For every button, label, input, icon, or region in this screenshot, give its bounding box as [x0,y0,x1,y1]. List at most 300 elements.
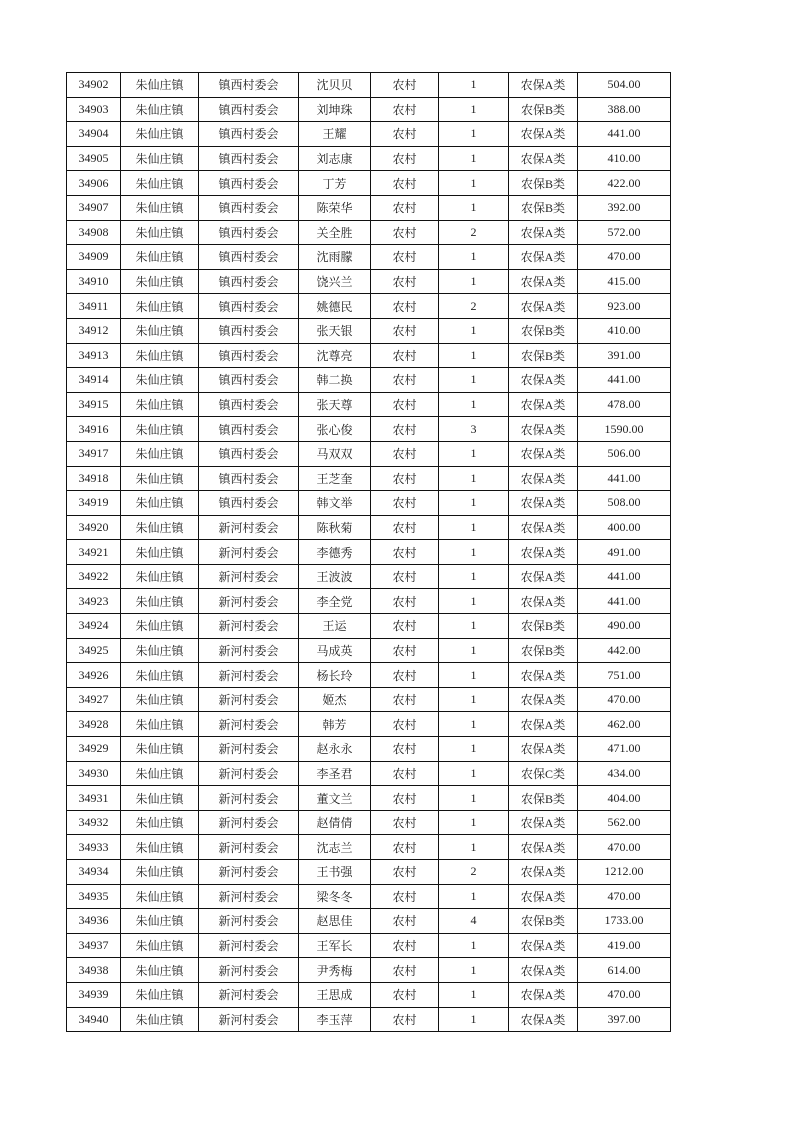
cell-household-size: 1 [439,638,509,663]
cell-name: 梁冬冬 [299,884,371,909]
cell-category: 农保A类 [509,737,578,762]
cell-category: 农保A类 [509,982,578,1007]
cell-village: 新河村委会 [199,860,299,885]
cell-area-type: 农村 [371,835,439,860]
cell-id: 34911 [67,294,121,319]
cell-amount: 470.00 [578,982,671,1007]
table-row [67,515,671,540]
cell-village: 新河村委会 [199,1007,299,1032]
cell-village: 新河村委会 [199,540,299,565]
cell-village: 镇西村委会 [199,466,299,491]
cell-area-type: 农村 [371,195,439,220]
cell-category: 农保A类 [509,73,578,98]
cell-area-type: 农村 [371,171,439,196]
cell-town: 朱仙庄镇 [121,589,199,614]
cell-household-size: 1 [439,195,509,220]
cell-id: 34915 [67,392,121,417]
table-row [67,712,671,737]
table-row [67,122,671,147]
cell-area-type: 农村 [371,638,439,663]
cell-village: 新河村委会 [199,810,299,835]
cell-village: 镇西村委会 [199,245,299,270]
table-row [67,638,671,663]
cell-town: 朱仙庄镇 [121,122,199,147]
cell-village: 镇西村委会 [199,220,299,245]
table-row [67,564,671,589]
cell-area-type: 农村 [371,466,439,491]
cell-household-size: 1 [439,712,509,737]
table-row [67,392,671,417]
cell-household-size: 1 [439,589,509,614]
table-row [67,1007,671,1032]
cell-household-size: 1 [439,491,509,516]
cell-name: 姚德民 [299,294,371,319]
table-row [67,933,671,958]
cell-amount: 441.00 [578,122,671,147]
cell-id: 34919 [67,491,121,516]
cell-category: 农保A类 [509,835,578,860]
cell-area-type: 农村 [371,515,439,540]
cell-name: 饶兴兰 [299,269,371,294]
cell-amount: 462.00 [578,712,671,737]
table-row [67,737,671,762]
cell-area-type: 农村 [371,97,439,122]
cell-id: 34914 [67,368,121,393]
cell-id: 34913 [67,343,121,368]
cell-household-size: 1 [439,368,509,393]
cell-amount: 400.00 [578,515,671,540]
table-row [67,982,671,1007]
cell-town: 朱仙庄镇 [121,712,199,737]
cell-amount: 504.00 [578,73,671,98]
cell-name: 李圣君 [299,761,371,786]
cell-amount: 397.00 [578,1007,671,1032]
cell-town: 朱仙庄镇 [121,614,199,639]
cell-id: 34910 [67,269,121,294]
cell-amount: 1590.00 [578,417,671,442]
cell-household-size: 1 [439,761,509,786]
cell-id: 34918 [67,466,121,491]
cell-amount: 751.00 [578,663,671,688]
cell-id: 34936 [67,909,121,934]
cell-id: 34938 [67,958,121,983]
cell-category: 农保A类 [509,589,578,614]
cell-id: 34920 [67,515,121,540]
cell-category: 农保B类 [509,195,578,220]
cell-name: 王书强 [299,860,371,885]
cell-amount: 470.00 [578,835,671,860]
cell-village: 新河村委会 [199,589,299,614]
cell-amount: 506.00 [578,441,671,466]
cell-household-size: 1 [439,540,509,565]
cell-amount: 572.00 [578,220,671,245]
cell-id: 34917 [67,441,121,466]
cell-village: 镇西村委会 [199,146,299,171]
table-row [67,687,671,712]
cell-amount: 470.00 [578,884,671,909]
cell-town: 朱仙庄镇 [121,1007,199,1032]
cell-name: 刘志康 [299,146,371,171]
cell-household-size: 1 [439,1007,509,1032]
cell-name: 王军长 [299,933,371,958]
cell-amount: 434.00 [578,761,671,786]
table-row [67,73,671,98]
cell-area-type: 农村 [371,269,439,294]
cell-household-size: 2 [439,220,509,245]
cell-town: 朱仙庄镇 [121,982,199,1007]
cell-area-type: 农村 [371,884,439,909]
cell-town: 朱仙庄镇 [121,810,199,835]
cell-id: 34933 [67,835,121,860]
cell-town: 朱仙庄镇 [121,343,199,368]
cell-household-size: 1 [439,245,509,270]
cell-category: 农保A类 [509,663,578,688]
table-row [67,614,671,639]
cell-household-size: 1 [439,392,509,417]
cell-category: 农保A类 [509,958,578,983]
cell-category: 农保A类 [509,712,578,737]
cell-name: 沈贝贝 [299,73,371,98]
cell-village: 新河村委会 [199,638,299,663]
cell-name: 张天银 [299,318,371,343]
cell-id: 34935 [67,884,121,909]
table-row [67,540,671,565]
table-row [67,958,671,983]
cell-household-size: 2 [439,294,509,319]
cell-town: 朱仙庄镇 [121,171,199,196]
cell-household-size: 1 [439,958,509,983]
cell-name: 赵倩倩 [299,810,371,835]
table-row [67,343,671,368]
cell-area-type: 农村 [371,392,439,417]
cell-area-type: 农村 [371,318,439,343]
cell-name: 张心俊 [299,417,371,442]
cell-amount: 422.00 [578,171,671,196]
cell-id: 34929 [67,737,121,762]
table-row [67,269,671,294]
cell-household-size: 1 [439,614,509,639]
cell-village: 新河村委会 [199,564,299,589]
cell-household-size: 1 [439,663,509,688]
cell-id: 34902 [67,73,121,98]
cell-town: 朱仙庄镇 [121,491,199,516]
cell-village: 新河村委会 [199,909,299,934]
cell-village: 镇西村委会 [199,343,299,368]
cell-town: 朱仙庄镇 [121,269,199,294]
cell-id: 34924 [67,614,121,639]
cell-id: 34940 [67,1007,121,1032]
cell-village: 镇西村委会 [199,294,299,319]
cell-household-size: 1 [439,884,509,909]
cell-town: 朱仙庄镇 [121,466,199,491]
cell-name: 刘坤珠 [299,97,371,122]
cell-village: 新河村委会 [199,786,299,811]
cell-id: 34921 [67,540,121,565]
cell-id: 34930 [67,761,121,786]
cell-id: 34939 [67,982,121,1007]
cell-id: 34906 [67,171,121,196]
cell-household-size: 1 [439,810,509,835]
cell-area-type: 农村 [371,786,439,811]
cell-household-size: 2 [439,860,509,885]
table-row [67,884,671,909]
cell-name: 赵思佳 [299,909,371,934]
table-row [67,761,671,786]
cell-name: 董文兰 [299,786,371,811]
cell-household-size: 1 [439,737,509,762]
cell-name: 王思成 [299,982,371,1007]
cell-area-type: 农村 [371,368,439,393]
cell-village: 新河村委会 [199,663,299,688]
table-row [67,663,671,688]
cell-town: 朱仙庄镇 [121,392,199,417]
cell-area-type: 农村 [371,982,439,1007]
table-row [67,146,671,171]
cell-name: 陈秋菊 [299,515,371,540]
cell-name: 杨长玲 [299,663,371,688]
cell-name: 韩文举 [299,491,371,516]
cell-category: 农保A类 [509,515,578,540]
cell-area-type: 农村 [371,220,439,245]
table-row [67,835,671,860]
cell-household-size: 1 [439,515,509,540]
cell-town: 朱仙庄镇 [121,737,199,762]
cell-id: 34928 [67,712,121,737]
cell-town: 朱仙庄镇 [121,318,199,343]
cell-id: 34912 [67,318,121,343]
cell-town: 朱仙庄镇 [121,294,199,319]
cell-household-size: 1 [439,687,509,712]
cell-area-type: 农村 [371,1007,439,1032]
table-row [67,860,671,885]
table-row [67,909,671,934]
table-row [67,171,671,196]
cell-household-size: 1 [439,564,509,589]
cell-village: 新河村委会 [199,737,299,762]
table-row [67,491,671,516]
cell-area-type: 农村 [371,73,439,98]
cell-amount: 441.00 [578,564,671,589]
cell-household-size: 1 [439,318,509,343]
cell-amount: 562.00 [578,810,671,835]
table-row [67,441,671,466]
cell-village: 新河村委会 [199,761,299,786]
cell-town: 朱仙庄镇 [121,73,199,98]
cell-category: 农保A类 [509,540,578,565]
cell-amount: 442.00 [578,638,671,663]
cell-area-type: 农村 [371,810,439,835]
cell-area-type: 农村 [371,909,439,934]
cell-area-type: 农村 [371,245,439,270]
cell-category: 农保B类 [509,97,578,122]
cell-village: 镇西村委会 [199,122,299,147]
cell-village: 新河村委会 [199,687,299,712]
cell-name: 王耀 [299,122,371,147]
cell-amount: 404.00 [578,786,671,811]
cell-name: 王芝奎 [299,466,371,491]
cell-category: 农保B类 [509,614,578,639]
cell-category: 农保B类 [509,786,578,811]
cell-village: 镇西村委会 [199,392,299,417]
cell-name: 韩芳 [299,712,371,737]
cell-amount: 391.00 [578,343,671,368]
cell-id: 34907 [67,195,121,220]
cell-category: 农保A类 [509,441,578,466]
table-row [67,97,671,122]
cell-id: 34916 [67,417,121,442]
cell-household-size: 1 [439,786,509,811]
cell-amount: 614.00 [578,958,671,983]
cell-town: 朱仙庄镇 [121,220,199,245]
cell-name: 姬杰 [299,687,371,712]
cell-household-size: 1 [439,835,509,860]
table-row [67,466,671,491]
cell-village: 新河村委会 [199,958,299,983]
table-row [67,220,671,245]
cell-town: 朱仙庄镇 [121,638,199,663]
cell-category: 农保A类 [509,146,578,171]
cell-household-size: 1 [439,269,509,294]
cell-town: 朱仙庄镇 [121,761,199,786]
cell-town: 朱仙庄镇 [121,884,199,909]
cell-household-size: 4 [439,909,509,934]
cell-amount: 392.00 [578,195,671,220]
cell-category: 农保A类 [509,564,578,589]
cell-amount: 415.00 [578,269,671,294]
cell-category: 农保A类 [509,884,578,909]
cell-name: 沈雨朦 [299,245,371,270]
cell-town: 朱仙庄镇 [121,146,199,171]
cell-village: 镇西村委会 [199,368,299,393]
cell-id: 34934 [67,860,121,885]
cell-amount: 419.00 [578,933,671,958]
cell-town: 朱仙庄镇 [121,786,199,811]
cell-household-size: 1 [439,97,509,122]
cell-amount: 1212.00 [578,860,671,885]
cell-amount: 441.00 [578,466,671,491]
cell-amount: 470.00 [578,245,671,270]
cell-area-type: 农村 [371,491,439,516]
cell-village: 新河村委会 [199,835,299,860]
cell-id: 34926 [67,663,121,688]
cell-category: 农保A类 [509,491,578,516]
cell-name: 张天尊 [299,392,371,417]
cell-id: 34923 [67,589,121,614]
cell-category: 农保A类 [509,417,578,442]
cell-category: 农保A类 [509,687,578,712]
cell-area-type: 农村 [371,737,439,762]
cell-name: 丁芳 [299,171,371,196]
cell-area-type: 农村 [371,663,439,688]
cell-category: 农保B类 [509,909,578,934]
cell-category: 农保A类 [509,269,578,294]
cell-category: 农保B类 [509,343,578,368]
cell-village: 新河村委会 [199,982,299,1007]
cell-name: 王波波 [299,564,371,589]
cell-amount: 471.00 [578,737,671,762]
table-row [67,245,671,270]
cell-area-type: 农村 [371,589,439,614]
cell-amount: 508.00 [578,491,671,516]
cell-category: 农保A类 [509,220,578,245]
cell-category: 农保A类 [509,294,578,319]
cell-id: 34927 [67,687,121,712]
cell-area-type: 农村 [371,146,439,171]
cell-amount: 441.00 [578,368,671,393]
cell-village: 镇西村委会 [199,417,299,442]
cell-category: 农保A类 [509,392,578,417]
cell-area-type: 农村 [371,614,439,639]
cell-category: 农保A类 [509,368,578,393]
cell-area-type: 农村 [371,860,439,885]
cell-village: 镇西村委会 [199,73,299,98]
cell-town: 朱仙庄镇 [121,564,199,589]
cell-name: 陈荣华 [299,195,371,220]
cell-amount: 923.00 [578,294,671,319]
cell-area-type: 农村 [371,540,439,565]
cell-village: 镇西村委会 [199,171,299,196]
cell-name: 李全党 [299,589,371,614]
cell-name: 沈志兰 [299,835,371,860]
cell-household-size: 1 [439,441,509,466]
cell-category: 农保A类 [509,1007,578,1032]
cell-amount: 490.00 [578,614,671,639]
cell-id: 34903 [67,97,121,122]
table-row [67,810,671,835]
cell-household-size: 1 [439,171,509,196]
cell-household-size: 1 [439,146,509,171]
cell-village: 镇西村委会 [199,318,299,343]
cell-name: 王运 [299,614,371,639]
cell-household-size: 1 [439,933,509,958]
cell-amount: 388.00 [578,97,671,122]
cell-id: 34932 [67,810,121,835]
cell-town: 朱仙庄镇 [121,368,199,393]
cell-name: 赵永永 [299,737,371,762]
cell-category: 农保A类 [509,245,578,270]
cell-village: 新河村委会 [199,515,299,540]
cell-town: 朱仙庄镇 [121,933,199,958]
cell-area-type: 农村 [371,933,439,958]
cell-village: 镇西村委会 [199,97,299,122]
cell-id: 34937 [67,933,121,958]
cell-town: 朱仙庄镇 [121,663,199,688]
cell-name: 关全胜 [299,220,371,245]
table-row [67,368,671,393]
cell-amount: 478.00 [578,392,671,417]
cell-town: 朱仙庄镇 [121,441,199,466]
cell-name: 尹秀梅 [299,958,371,983]
cell-area-type: 农村 [371,687,439,712]
cell-area-type: 农村 [371,294,439,319]
cell-village: 镇西村委会 [199,195,299,220]
cell-amount: 410.00 [578,146,671,171]
cell-category: 农保A类 [509,860,578,885]
cell-amount: 441.00 [578,589,671,614]
table-row [67,589,671,614]
cell-village: 新河村委会 [199,884,299,909]
cell-name: 沈尊亮 [299,343,371,368]
cell-area-type: 农村 [371,761,439,786]
cell-name: 李玉萍 [299,1007,371,1032]
cell-town: 朱仙庄镇 [121,97,199,122]
table-row [67,786,671,811]
cell-category: 农保B类 [509,638,578,663]
cell-id: 34909 [67,245,121,270]
cell-area-type: 农村 [371,122,439,147]
cell-town: 朱仙庄镇 [121,860,199,885]
cell-name: 李德秀 [299,540,371,565]
